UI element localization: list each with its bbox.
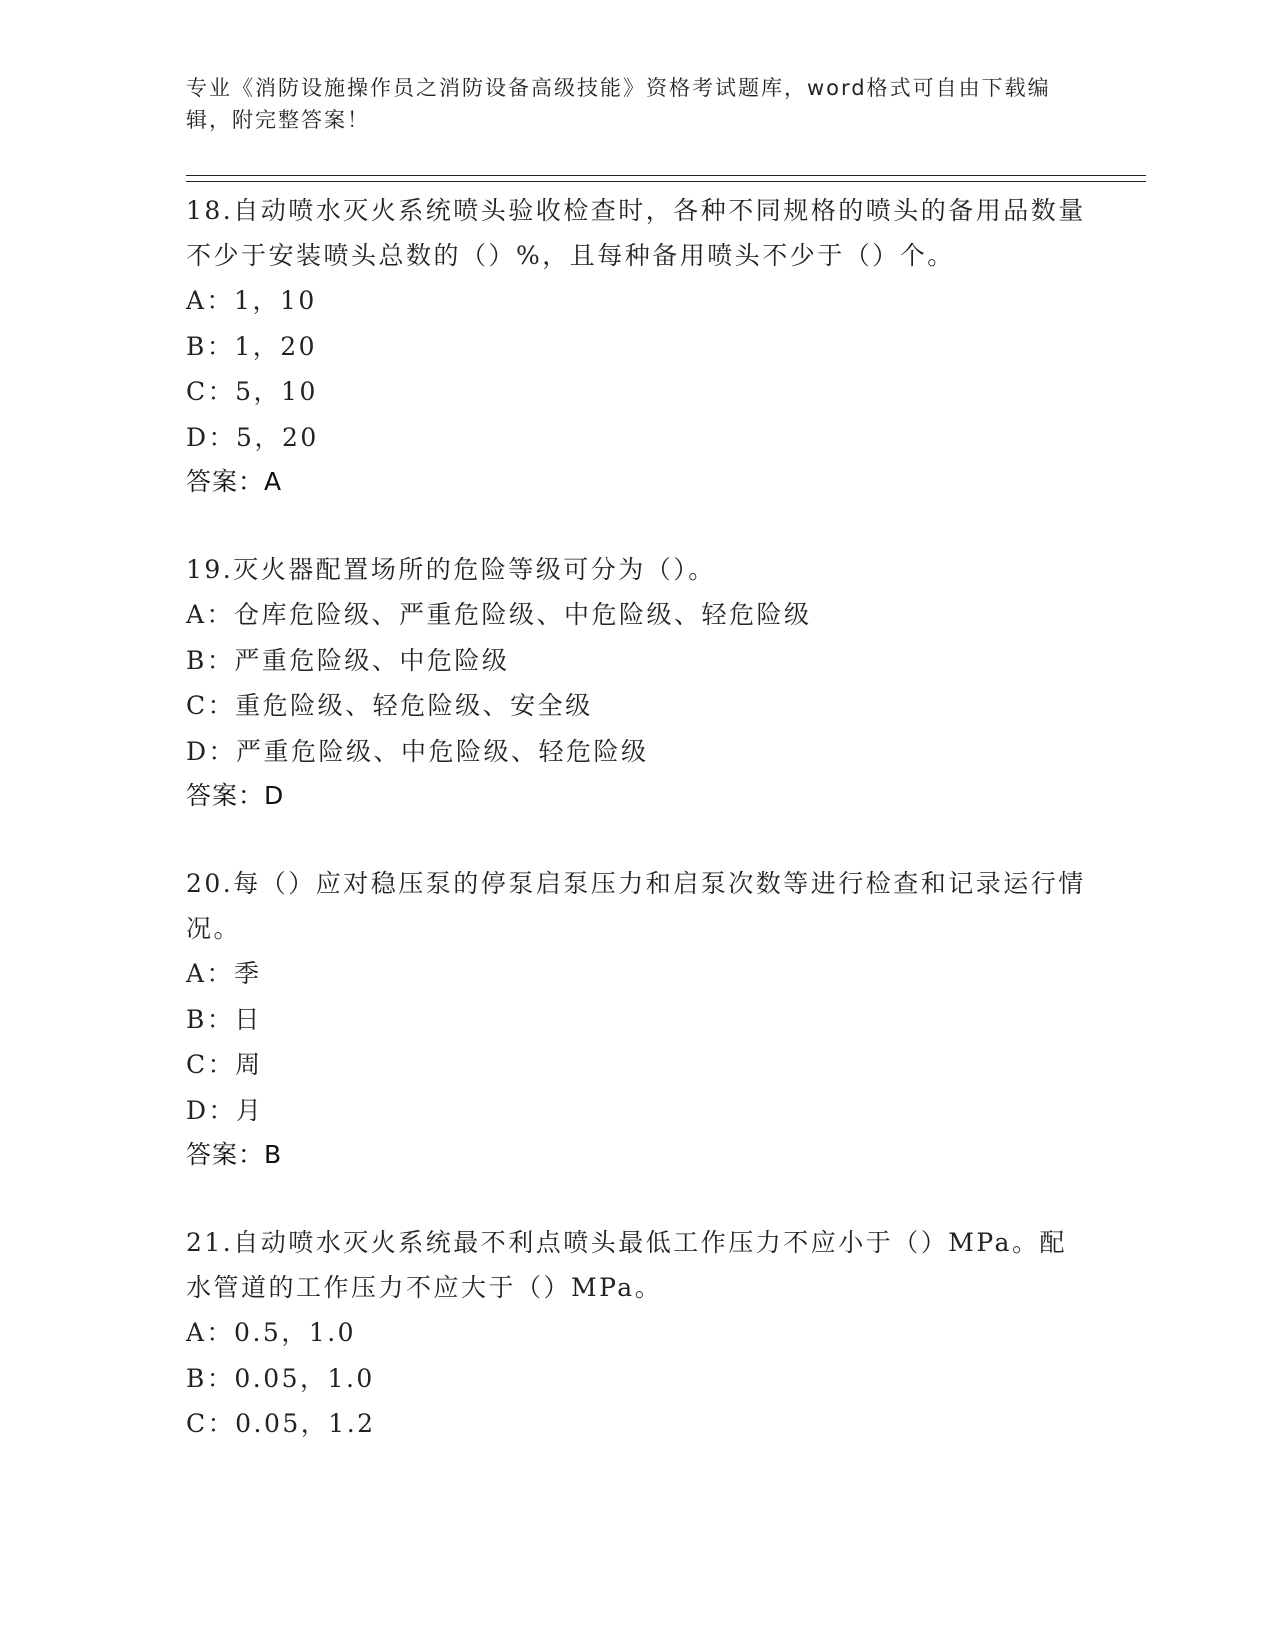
question-21 xyxy=(186,1220,1086,1447)
answer: 答案：B xyxy=(186,1140,283,1169)
question-text: 20.每（）应对稳压泵的停泵启泵压力和启泵次数等进行检查和记录运行情况。 xyxy=(186,869,1086,943)
answer: 答案：A xyxy=(186,467,283,496)
question-18 xyxy=(186,188,1086,504)
question-list xyxy=(186,188,1086,1490)
option-c: C：0.05，1.2 xyxy=(186,1409,376,1438)
question-text: 19.灭火器配置场所的危险等级可分为（）。 xyxy=(186,555,716,584)
option-b: B：1，20 xyxy=(186,331,318,361)
document-header: 专业《消防设施操作员之消防设备高级技能》资格考试题库，word格式可自由下载编辑，附完整答案！ xyxy=(186,76,1051,132)
option-c: C：周 xyxy=(186,1050,263,1079)
option-a: A：仓库危险级、严重危险级、中危险级、轻危险级 xyxy=(186,600,812,629)
option-c: C：重危险级、轻危险级、安全级 xyxy=(186,691,593,720)
option-d: D：月 xyxy=(186,1095,264,1125)
question-text: 21.自动喷水灭火系统最不利点喷头最低工作压力不应小于（）MPa。配水管道的工作压力不应大于（）MPa。 xyxy=(186,1228,1067,1302)
option-a: A：1，10 xyxy=(186,286,317,315)
question-text: 18.自动喷水灭火系统喷头验收检查时，各种不同规格的喷头的备用品数量不少于安装喷头总数的（）%，且每种备用喷头不少于（）个。 xyxy=(186,196,1086,270)
option-d: D：严重危险级、中危险级、轻危险级 xyxy=(186,736,649,766)
question-19 xyxy=(186,547,1086,818)
header-divider-bottom xyxy=(186,181,1146,182)
option-b: B：严重危险级、中危险级 xyxy=(186,645,510,675)
option-b: B：0.05，1.0 xyxy=(186,1363,375,1393)
question-20 xyxy=(186,861,1086,1177)
option-b: B：日 xyxy=(186,1004,262,1034)
option-c: C：5，10 xyxy=(186,377,318,406)
header-divider-top xyxy=(186,175,1146,176)
option-d: D：5，20 xyxy=(186,422,319,452)
option-a: A：季 xyxy=(186,959,262,988)
option-a: A：0.5，1.0 xyxy=(186,1318,357,1347)
answer: 答案：D xyxy=(186,781,285,810)
